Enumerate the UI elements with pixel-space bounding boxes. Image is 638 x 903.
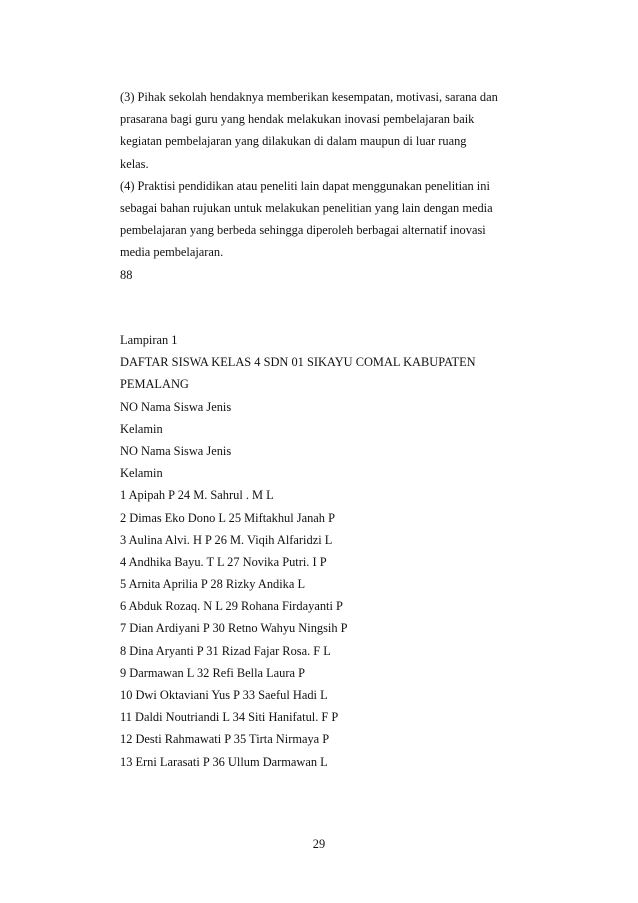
column-header: Kelamin — [120, 421, 163, 436]
student-row: 1 Apipah P 24 M. Sahrul . M L — [120, 488, 274, 503]
student-row: 12 Desti Rahmawati P 35 Tirta Nirmaya P — [120, 732, 330, 747]
column-header: NO Nama Siswa Jenis — [120, 443, 232, 458]
list-heading: PEMALANG — [120, 377, 189, 392]
appendix-title: Lampiran 1 — [120, 333, 178, 347]
student-row: 3 Aulina Alvi. H P 26 M. Viqih Alfaridzi L — [120, 532, 333, 547]
text-line: (3) Pihak sekolah hendaknya memberikan kesempatan, motivasi, sarana dan — [120, 90, 498, 104]
column-header: NO Nama Siswa Jenis — [120, 399, 232, 414]
appendix-student-list — [120, 329, 540, 773]
column-header: Kelamin — [120, 466, 163, 481]
student-row: 10 Dwi Oktaviani Yus P 33 Saeful Hadi L — [120, 688, 328, 702]
list-heading: DAFTAR SISWA KELAS 4 SDN 01 SIKAYU COMAL KABUPATEN — [120, 355, 476, 370]
student-row: 11 Daldi Noutriandi L 34 Siti Hanifatul. F P — [120, 710, 339, 725]
student-row: 2 Dimas Eko Dono L 25 Miftakhul Janah P — [120, 510, 335, 525]
text-line: 88 — [120, 267, 133, 282]
student-row: 6 Abduk Rozaq. N L 29 Rohana Firdayanti P — [120, 599, 343, 614]
student-row: 8 Dina Aryanti P 31 Rizad Fajar Rosa. F L — [120, 643, 331, 658]
text-line: sebagai bahan rujukan untuk melakukan penelitian yang lain dengan media — [120, 200, 493, 215]
text-line: media pembelajaran. — [120, 245, 224, 260]
text-line: (4) Praktisi pendidikan atau peneliti lain dapat menggunakan penelitian ini — [120, 178, 490, 193]
text-line: pembelajaran yang berbeda sehingga diperoleh berbagai alternatif inovasi — [120, 223, 486, 238]
student-row: 9 Darmawan L 32 Refi Bella Laura P — [120, 665, 305, 680]
text-line: kelas. — [120, 156, 149, 171]
student-row: 5 Arnita Aprilia P 28 Rizky Andika L — [120, 577, 306, 592]
text-line: prasarana bagi guru yang hendak melakukan inovasi pembelajaran baik — [120, 112, 475, 127]
student-row: 7 Dian Ardiyani P 30 Retno Wahyu Ningsih P — [120, 621, 348, 636]
student-row: 13 Erni Larasati P 36 Ullum Darmawan L — [120, 754, 328, 769]
page-number: 29 — [312, 837, 326, 851]
text-line: kegiatan pembelajaran yang dilakukan di dalam maupun di luar ruang — [120, 134, 467, 149]
recommendations-text — [120, 86, 540, 286]
student-row: 4 Andhika Bayu. T L 27 Novika Putri. I P — [120, 554, 327, 569]
